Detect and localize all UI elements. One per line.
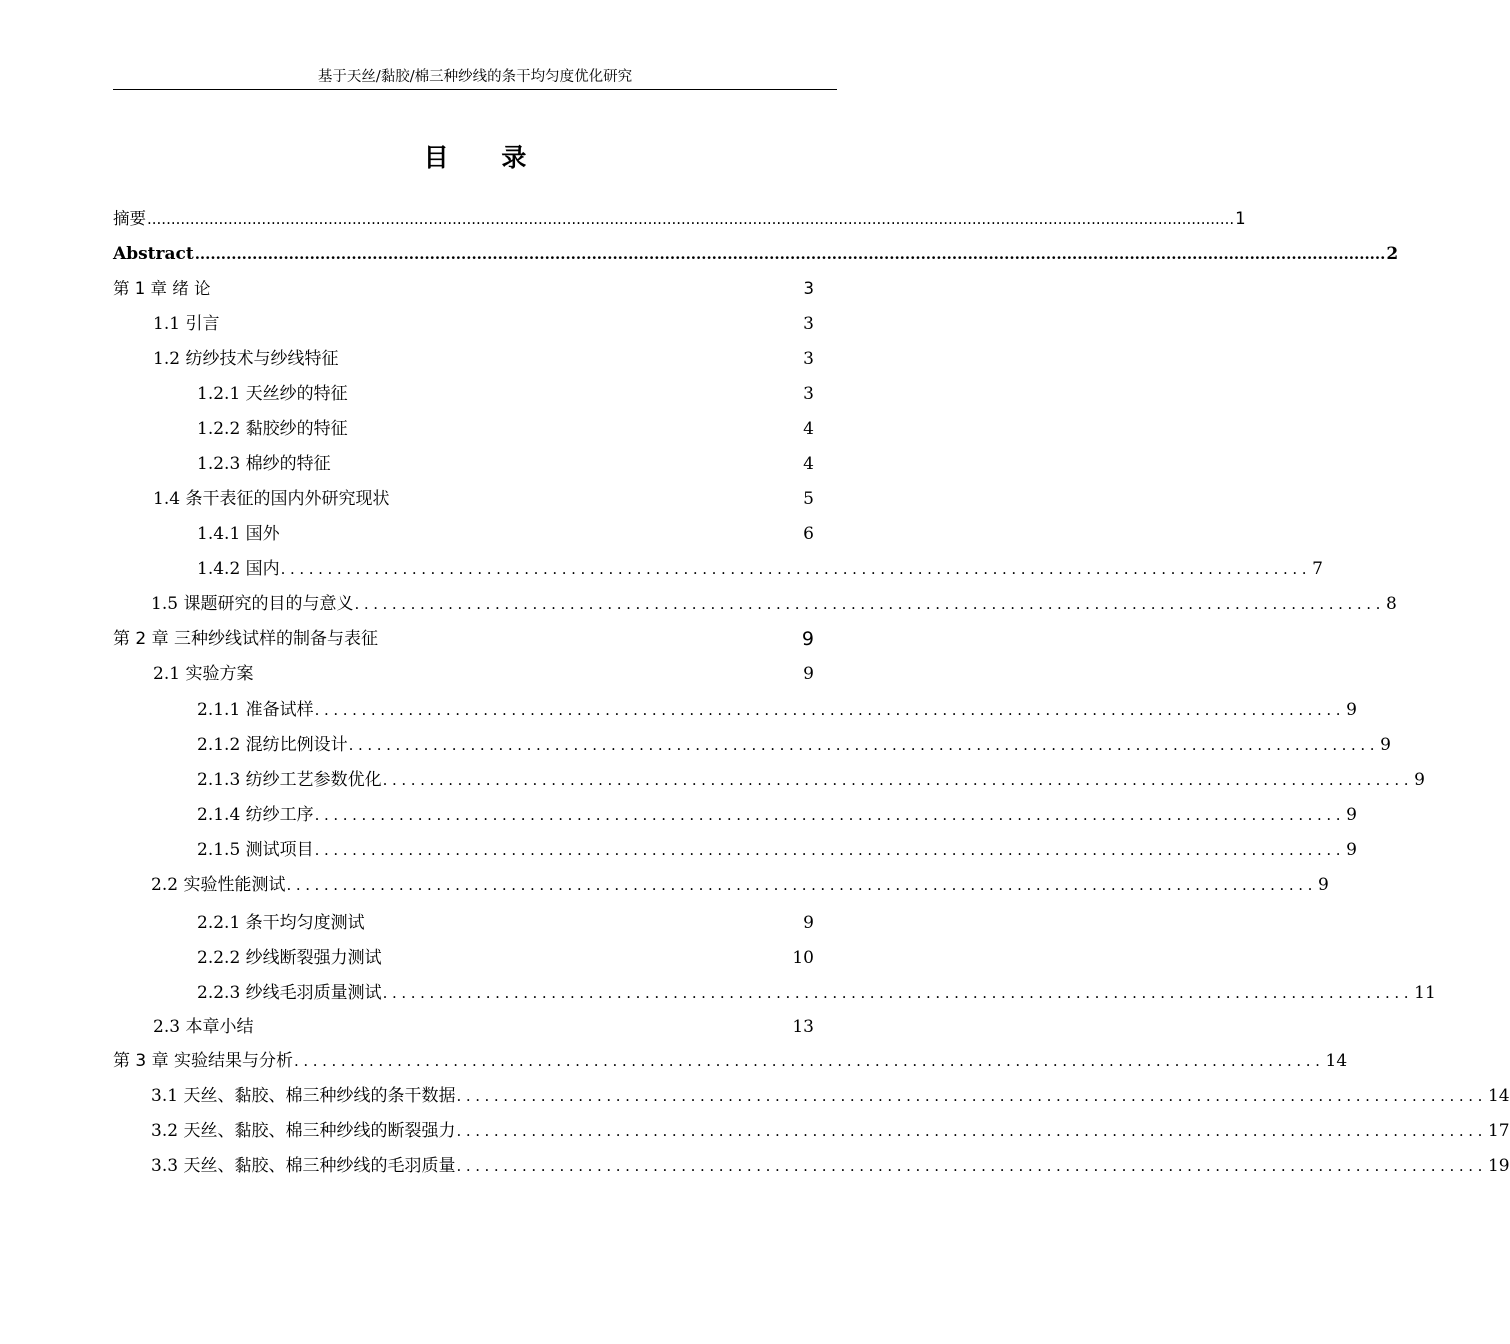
toc-entry-abstract-en[interactable] [113,238,1399,266]
toc-entry-chapter[interactable] [113,623,814,651]
toc-leader-dots: .............................................................................................................. [354,595,1385,613]
toc-entry-label: 2.2.3 纱线毛羽质量测试 [197,983,382,1003]
toc-leader-dots: .............................................................................................................. [382,771,1414,789]
toc-entry-label: 2.1.3 纺纱工艺参数优化 [197,770,382,790]
toc-entry-label: 1.4.1 国外 [197,524,280,544]
toc-entry-label: 2.3 本章小结 [153,1017,254,1037]
toc-entry-label: Abstract [113,244,194,264]
toc-entry-subsection[interactable] [197,907,814,935]
toc-entry-label: 第 2 章 三种纱线试样的制备与表征 [113,629,379,649]
toc-entry-page: 3 [803,349,814,369]
page-title: 目 录 [423,143,549,172]
toc-entry-subsection[interactable] [197,977,1436,1005]
toc-entry-page: 2 [1386,244,1399,264]
toc-entry-page: 9 [1346,805,1357,825]
toc-entry-section[interactable] [153,343,814,371]
toc-entry-label: 2.1.4 纺纱工序 [197,805,314,825]
toc-entry-label: 1.2 纺纱技术与纱线特征 [153,349,339,369]
toc-entry-page: 10 [792,948,814,968]
toc-entry-label: 2.1.2 混纺比例设计 [197,735,348,755]
toc-entry-label: 1.4.2 国内 [197,559,280,579]
toc-leader-dots: .............................................................................................................. [286,876,1317,894]
toc-leader-dots: .............................................................................................................. [456,1087,1487,1105]
toc-entry-page: 4 [803,419,814,439]
toc-entry-page: 9 [803,913,814,933]
toc-entry-subsection[interactable] [197,694,1357,722]
toc-entry-page: 8 [1385,594,1397,614]
toc-entry-page: 6 [803,524,814,544]
toc-entry-label: 摘要 [113,209,146,228]
toc-entry-label: 第 3 章 实验结果与分析 [113,1051,294,1071]
toc-entry-page: 17 [1487,1121,1510,1141]
toc-entry-subsection[interactable] [197,378,814,406]
toc-entry-section[interactable] [151,1150,1510,1178]
toc-entry-page: 9 [1317,875,1329,895]
toc-entry-section[interactable] [151,588,1397,616]
running-header: 基于天丝/黏胶/棉三种纱线的条干均匀度优化研究 [113,68,837,90]
toc-entry-label: 3.3 天丝、黏胶、棉三种纱线的毛羽质量 [151,1156,456,1176]
toc-entry-page: 9 [803,664,814,684]
toc-entry-chapter[interactable] [113,273,814,301]
toc-leader-dots: .............................................................................................................. [456,1122,1487,1140]
toc-entry-page: 13 [792,1017,814,1037]
toc-entry-label: 3.2 天丝、黏胶、棉三种纱线的断裂强力 [151,1121,456,1141]
toc-leader-dots: .............................................................................................................. [314,806,1346,824]
toc-entry-page: 19 [1487,1156,1510,1176]
toc-entry-label: 1.5 课题研究的目的与意义 [151,594,354,614]
toc-entry-page: 9 [1346,700,1357,720]
toc-entry-label: 1.1 引言 [153,314,220,334]
toc-entry-label: 1.2.1 天丝纱的特征 [197,384,348,404]
toc-entry-label: 2.2 实验性能测试 [151,875,286,895]
toc-entry-abstract-cn[interactable] [113,203,1246,231]
toc-entry-subsection[interactable] [197,799,1357,827]
toc-entry-subsection[interactable] [197,553,1323,581]
toc-entry-subsection[interactable] [197,942,814,970]
toc-entry-page: 9 [1380,735,1391,755]
toc-entry-page: 14 [1325,1051,1348,1071]
toc-leader-dots: .............................................................................................................. [348,736,1380,754]
toc-entry-page: 9 [1346,840,1357,860]
toc-leader-dots: .................................................................................................................................................................................................................................... [194,245,1386,263]
toc-entry-page: 7 [1312,559,1323,579]
toc-entry-page: 5 [803,489,814,509]
toc-entry-subsection[interactable] [197,729,1391,757]
toc-entry-label: 2.2.1 条干均匀度测试 [197,913,365,933]
toc-entry-page: 1 [1235,209,1246,228]
toc-entry-label: 2.2.2 纱线断裂强力测试 [197,948,382,968]
toc-leader-dots: .............................................................................................................. [314,701,1346,719]
toc-entry-subsection[interactable] [197,764,1425,792]
toc-entry-section[interactable] [151,1080,1510,1108]
toc-entry-label: 2.1 实验方案 [153,664,254,684]
toc-entry-label: 2.1.5 测试项目 [197,840,314,860]
toc-entry-page: 3 [803,384,814,404]
toc-entry-label: 1.4 条干表征的国内外研究现状 [153,489,390,509]
toc-entry-label: 2.1.1 准备试样 [197,700,314,720]
toc-leader-dots: .................................................................................................................................................................................................................................... [147,210,1235,228]
toc-entry-label: 第 1 章 绪 论 [113,279,211,298]
toc-entry-section[interactable] [151,1115,1510,1143]
toc-entry-page: 3 [803,314,814,334]
toc-entry-page: 11 [1414,983,1436,1003]
toc-entry-label: 3.1 天丝、黏胶、棉三种纱线的条干数据 [151,1086,456,1106]
toc-entry-section[interactable] [151,869,1329,897]
toc-entry-page: 3 [803,279,814,298]
toc-entry-label: 1.2.3 棉纱的特征 [197,454,331,474]
toc-entry-label: 1.2.2 黏胶纱的特征 [197,419,348,439]
toc-entry-page: 9 [1414,770,1425,790]
toc-entry-section[interactable] [153,308,814,336]
toc-leader-dots: .............................................................................................................. [280,560,1312,578]
toc-leader-dots: .............................................................................................................. [314,841,1346,859]
toc-entry-section[interactable] [153,658,814,686]
toc-leader-dots: .............................................................................................................. [456,1157,1487,1175]
toc-entry-section[interactable] [153,1011,814,1039]
toc-entry-page: 9 [801,628,814,650]
toc-entry-subsection[interactable] [197,518,814,546]
toc-entry-subsection[interactable] [197,448,814,476]
toc-leader-dots: .............................................................................................................. [294,1052,1325,1070]
toc-entry-chapter[interactable] [113,1045,1348,1073]
toc-entry-page: 14 [1487,1086,1510,1106]
toc-entry-page: 4 [803,454,814,474]
toc-leader-dots: .............................................................................................................. [382,984,1414,1002]
toc-entry-section[interactable] [153,483,814,511]
toc-entry-subsection[interactable] [197,413,814,441]
toc-entry-subsection[interactable] [197,834,1357,862]
